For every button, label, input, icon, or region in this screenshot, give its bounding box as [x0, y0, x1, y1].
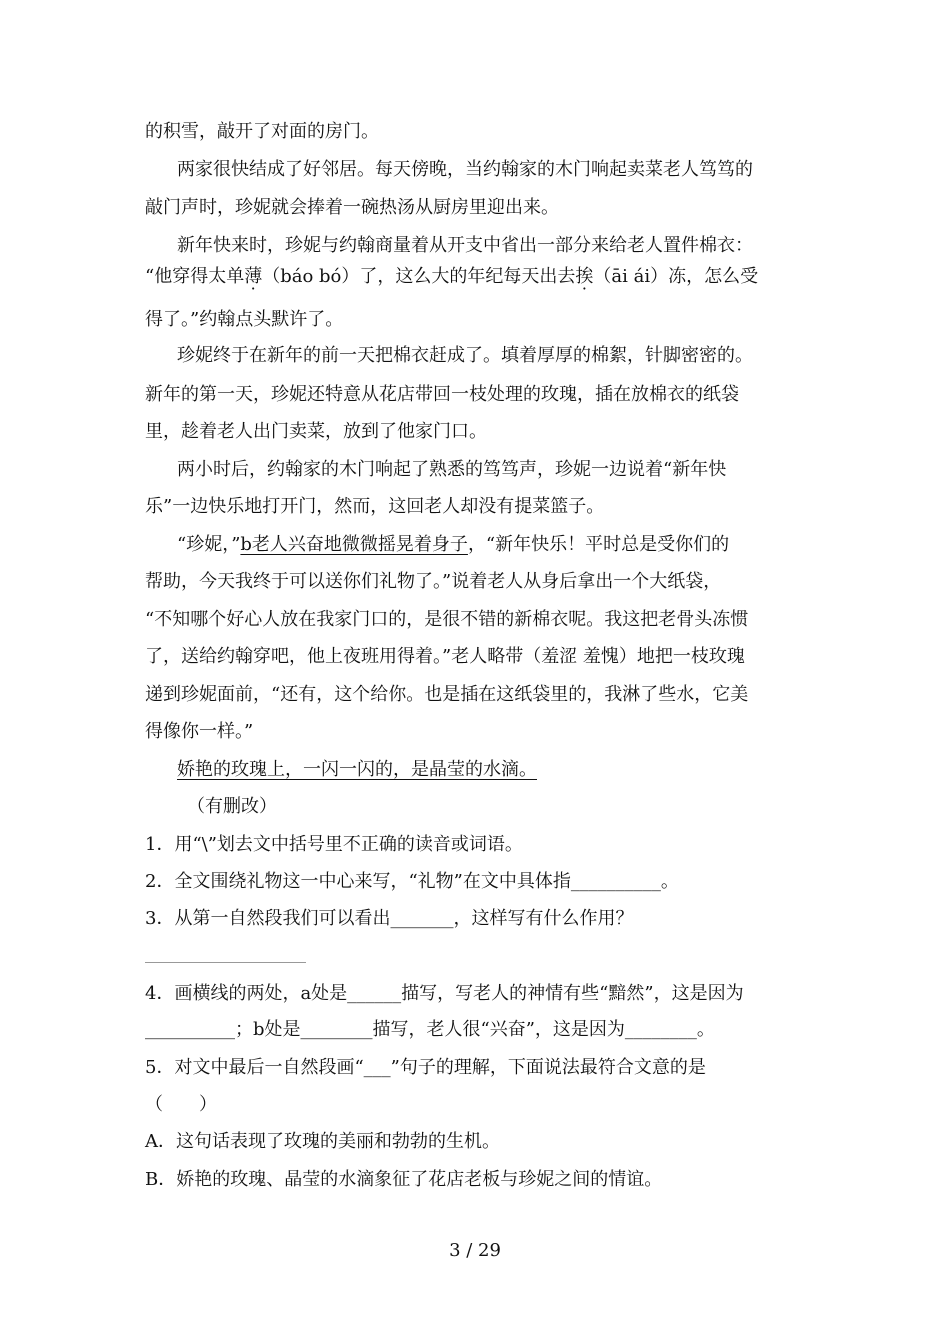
answer-brackets: （ ） [145, 1094, 217, 1115]
page-number: 3 / 29 [449, 1240, 501, 1261]
question-1: 1．用“\”划去文中括号里不正确的读音或词语。 [145, 834, 523, 855]
underlined-last-sentence: 娇艳的玫瑰上，一闪一闪的，是晶莹的水滴。 [177, 759, 537, 780]
text-line: 新年快来时，珍妮与约翰商量着从开支中省出一部分来给老人置件棉衣： [177, 235, 753, 256]
text-line: 的积雪，敲开了对面的房门。 [145, 121, 379, 142]
text-line: 得了。”约翰点头默许了。 [145, 309, 344, 330]
source-note: （有删改） [187, 796, 277, 817]
answer-line [145, 962, 306, 963]
text-fragment: ”句子的理解，下面说法最符合文意的是 [390, 1057, 706, 1078]
underlined-sentence-b: b老人兴奋地微微摇晃着身子 [240, 534, 468, 555]
text-line: 得像你一样。” [145, 721, 254, 742]
text-line: 乐”一边快乐地打开门，然而，这回老人却没有提菜篮子。 [145, 496, 605, 517]
text-line: 了，送给约翰穿吧，他上夜班用得着。”老人略带（羞涩 羞愧）地把一枝玫瑰 [145, 646, 745, 667]
option-a: A．这句话表现了玫瑰的美丽和勃勃的生机。 [145, 1131, 500, 1152]
question-4-continued: __________；b处是________描写，老人很“兴奋”，这是因为________。 [145, 1019, 715, 1040]
text-fragment: 5．对文中最后一自然段画“ [145, 1057, 364, 1078]
text-line [177, 533, 729, 557]
underline-marker: ___ [363, 1057, 391, 1078]
text-line: 两家很快结成了好邻居。每天傍晚，当约翰家的木门响起卖菜老人笃笃的 [177, 159, 753, 180]
text-line: 敲门声时，珍妮就会捧着一碗热汤从厨房里迎出来。 [145, 197, 559, 218]
option-b: B．娇艳的玫瑰、晶莹的水滴象征了花店老板与珍妮之间的情谊。 [145, 1169, 663, 1190]
text-line: 新年的第一天，珍妮还特意从花店带回一枝处理的玫瑰，插在放棉衣的纸袋 [145, 384, 739, 405]
question-5 [145, 1056, 706, 1080]
text-line: 递到珍妮面前，“还有，这个给你。也是插在这纸袋里的，我淋了些水，它美 [145, 684, 749, 705]
text-fragment: “珍妮，” [177, 534, 241, 555]
text-line: 里，趁着老人出门卖菜，放到了他家门口。 [145, 421, 487, 442]
question-4: 4．画横线的两处，a处是______描写，写老人的神情有些“黯然”，这是因为 [145, 983, 744, 1004]
question-2: 2．全文围绕礼物这一中心来写，“礼物”在文中具体指__________。 [145, 871, 679, 892]
dotted-char: 挨 [575, 266, 594, 287]
text-fragment: （báo bó）了，这么大的年纪每天出去 [262, 266, 576, 287]
text-fragment: “他穿得太单 [145, 266, 245, 287]
question-3: 3．从第一自然段我们可以看出_______，这样写有什么作用？ [145, 908, 634, 929]
text-line [145, 265, 758, 289]
text-line: 两小时后，约翰家的木门响起了熟悉的笃笃声，珍妮一边说着“新年快 [177, 459, 727, 480]
text-fragment: ，“新年快乐！平时总是受你们的 [467, 534, 730, 555]
dotted-char: 薄 [244, 266, 263, 287]
text-line: “不知哪个好心人放在我家门口的，是很不错的新棉衣呢。我这把老骨头冻惯 [145, 609, 749, 630]
text-fragment: （āi ái）冻，怎么受 [593, 266, 759, 287]
text-line: 帮助，今天我终于可以送你们礼物了。”说着老人从身后拿出一个大纸袋， [145, 571, 722, 592]
text-line: 珍妮终于在新年的前一天把棉衣赶成了。填着厚厚的棉絮，针脚密密的。 [177, 345, 753, 366]
